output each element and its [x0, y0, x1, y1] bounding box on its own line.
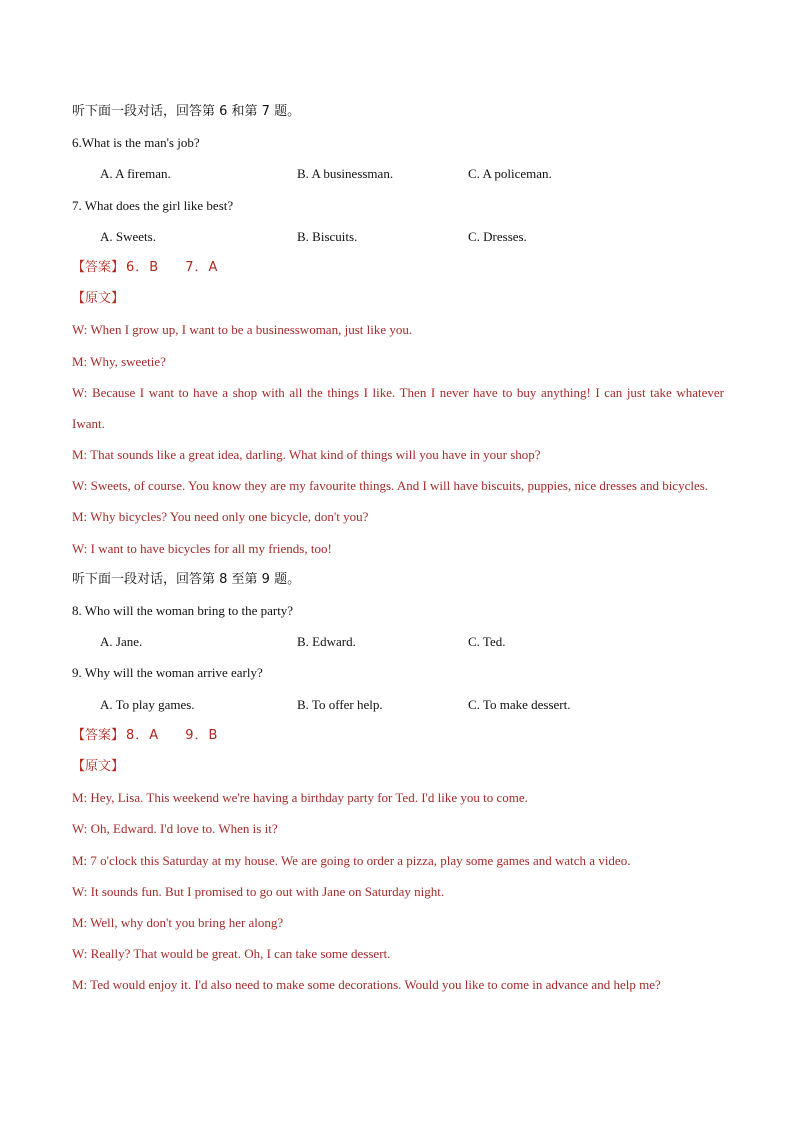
transcript-line: M: That sounds like a great idea, darling. What kind of things will you have in your shop? — [72, 447, 541, 463]
option-a: A. Sweets. — [100, 228, 156, 244]
transcript-line: W: When I grow up, I want to be a businesswoman, just like you. — [72, 322, 413, 338]
option-row — [72, 221, 724, 252]
question-text: 9. Why will the woman arrive early? — [72, 665, 263, 681]
transcript-line: W: Really? That would be great. Oh, I can take some dessert. — [72, 946, 391, 962]
answer-value: 7．A — [185, 259, 219, 275]
transcript-line: W: It sounds fun. But I promised to go out with Jane on Saturday night. — [72, 883, 445, 899]
answer-line — [72, 720, 724, 751]
transcript-line: W: Sweets, of course. You know they are my favourite things. And I will have biscuits, puppies, nice dresses and bicycles. — [72, 478, 709, 494]
option-a: A. Jane. — [100, 634, 143, 650]
transcript-line: M: Ted would enjoy it. I'd also need to make some decorations. Would you like to come in advance and help me? — [72, 977, 661, 993]
answer-line — [72, 252, 724, 283]
transcript-label: 【原文】 — [72, 291, 125, 307]
answer-value: 8．A — [126, 727, 160, 743]
option-a: A. A fireman. — [100, 166, 171, 182]
answer-label: 【答案】 — [72, 259, 125, 275]
option-row — [72, 689, 724, 720]
question-text: 7. What does the girl like best? — [72, 197, 234, 213]
section-heading: 听下面一段对话，回答第 6 和第 7 题。 — [72, 104, 301, 119]
answer-value: 6．B — [126, 259, 160, 275]
transcript-line: M: Why bicycles? You need only one bicycle, don't you? — [72, 509, 369, 525]
transcript-line: W: I want to have bicycles for all my friends, too! — [72, 540, 332, 556]
option-c: C. Dresses. — [468, 228, 527, 244]
option-c: C. A policeman. — [468, 166, 552, 182]
document-page — [72, 96, 724, 1000]
transcript-line: W: Oh, Edward. I'd love to. When is it? — [72, 821, 278, 837]
option-b: B. Edward. — [297, 634, 356, 650]
option-b: B. Biscuits. — [297, 228, 358, 244]
transcript-line: M: Why, sweetie? — [72, 353, 166, 369]
transcript-line: M: 7 o'clock this Saturday at my house. We are going to order a pizza, play some games and watch a video. — [72, 852, 631, 868]
option-row — [72, 158, 724, 189]
option-row — [72, 626, 724, 657]
transcript-line: M: Hey, Lisa. This weekend we're having a birthday party for Ted. I'd like you to come. — [72, 790, 528, 806]
question-text: 6.What is the man's job? — [72, 135, 200, 151]
answer-label: 【答案】 — [72, 727, 125, 743]
transcript-label: 【原文】 — [72, 758, 125, 774]
transcript-line: M: Well, why don't you bring her along? — [72, 914, 284, 930]
transcript-line: W: Because I want to have a shop with all the things I like. Then I never have to buy anything! I can just take whatever Iwant. — [72, 384, 724, 431]
option-a: A. To play games. — [100, 696, 195, 712]
option-b: B. To offer help. — [297, 696, 383, 712]
option-c: C. To make dessert. — [468, 696, 571, 712]
option-c: C. Ted. — [468, 634, 506, 650]
section-heading: 听下面一段对话，回答第 8 至第 9 题。 — [72, 571, 301, 587]
option-b: B. A businessman. — [297, 166, 394, 182]
answer-value: 9．B — [185, 727, 219, 743]
question-text: 8. Who will the woman bring to the party? — [72, 603, 294, 619]
